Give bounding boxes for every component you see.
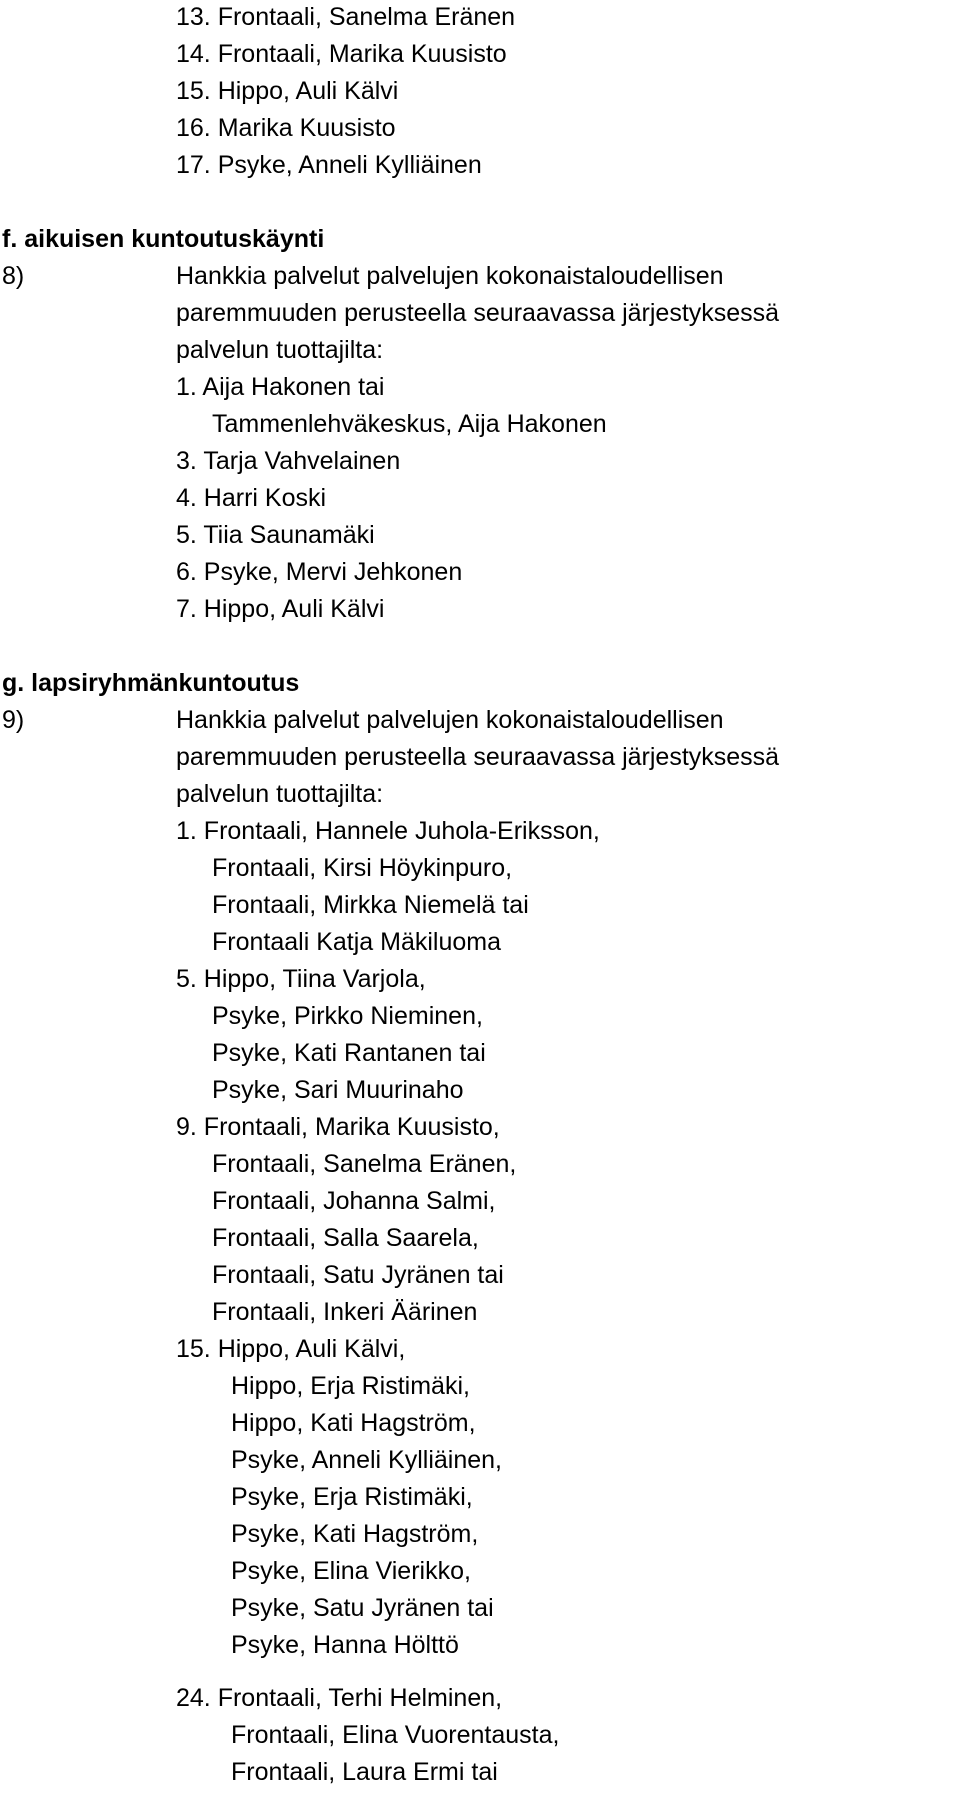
section-g-provider: Psyke, Elina Vierikko, xyxy=(231,1557,471,1585)
top-list-item: 16. Marika Kuusisto xyxy=(176,114,396,142)
section-g-provider: Psyke, Kati Hagström, xyxy=(231,1520,479,1548)
section-g-provider: Frontaali, Johanna Salmi, xyxy=(212,1187,496,1215)
section-f-provider: 3. Tarja Vahvelainen xyxy=(176,447,401,475)
section-g-text: palvelun tuottajilta: xyxy=(176,780,384,808)
section-f-item-number: 8) xyxy=(2,262,25,290)
section-g-provider: Frontaali, Sanelma Eränen, xyxy=(212,1150,517,1178)
section-f-heading: f. aikuisen kuntoutuskäynti xyxy=(2,225,325,253)
section-f-text: palvelun tuottajilta: xyxy=(176,336,384,364)
top-list-item: 13. Frontaali, Sanelma Eränen xyxy=(176,3,516,31)
top-list-item: 15. Hippo, Auli Kälvi xyxy=(176,77,399,105)
section-f-provider: 4. Harri Koski xyxy=(176,484,327,512)
section-g-provider: 15. Hippo, Auli Kälvi, xyxy=(176,1335,406,1363)
section-g-provider: 9. Frontaali, Marika Kuusisto, xyxy=(176,1113,500,1141)
section-g-provider: Frontaali, Salla Saarela, xyxy=(212,1224,479,1252)
section-f-provider: 6. Psyke, Mervi Jehkonen xyxy=(176,558,463,586)
top-list-item: 17. Psyke, Anneli Kylliäinen xyxy=(176,151,482,179)
section-f-provider: Tammenlehväkeskus, Aija Hakonen xyxy=(212,410,607,438)
section-g-provider: Frontaali, Kirsi Höykinpuro, xyxy=(212,854,513,882)
section-g-provider: Frontaali, Laura Ermi tai xyxy=(231,1758,498,1786)
section-g-heading: g. lapsiryhmänkuntoutus xyxy=(2,669,300,697)
section-f-provider: 5. Tiia Saunamäki xyxy=(176,521,375,549)
section-g-provider: Frontaali, Inkeri Äärinen xyxy=(212,1298,478,1326)
section-g-item-number: 9) xyxy=(2,706,25,734)
section-g-provider: Frontaali, Elina Vuorentausta, xyxy=(231,1721,560,1749)
section-g-text: Hankkia palvelut palvelujen kokonaistaloudellisen xyxy=(176,706,724,734)
top-list-item: 14. Frontaali, Marika Kuusisto xyxy=(176,40,507,68)
section-g-provider: Psyke, Pirkko Nieminen, xyxy=(212,1002,483,1030)
section-g-provider: Hippo, Kati Hagström, xyxy=(231,1409,476,1437)
section-f-text: Hankkia palvelut palvelujen kokonaistaloudellisen xyxy=(176,262,724,290)
section-g-provider: Hippo, Erja Ristimäki, xyxy=(231,1372,470,1400)
section-g-provider: Frontaali, Satu Jyränen tai xyxy=(212,1261,504,1289)
section-f-provider: 7. Hippo, Auli Kälvi xyxy=(176,595,385,623)
section-g-provider: 24. Frontaali, Terhi Helminen, xyxy=(176,1684,503,1712)
section-g-provider: 5. Hippo, Tiina Varjola, xyxy=(176,965,426,993)
section-g-provider: Psyke, Hanna Hölttö xyxy=(231,1631,459,1659)
section-f-provider: 1. Aija Hakonen tai xyxy=(176,373,385,401)
section-f-text: paremmuuden perusteella seuraavassa järjestyksessä xyxy=(176,299,780,327)
section-g-text: paremmuuden perusteella seuraavassa järjestyksessä xyxy=(176,743,780,771)
section-g-provider: Psyke, Sari Muurinaho xyxy=(212,1076,464,1104)
section-g-provider: Psyke, Kati Rantanen tai xyxy=(212,1039,486,1067)
section-g-provider: 1. Frontaali, Hannele Juhola-Eriksson, xyxy=(176,817,600,845)
section-g-provider: Frontaali Katja Mäkiluoma xyxy=(212,928,502,956)
section-g-provider: Psyke, Erja Ristimäki, xyxy=(231,1483,473,1511)
section-g-provider: Psyke, Satu Jyränen tai xyxy=(231,1594,494,1622)
section-g-provider: Psyke, Anneli Kylliäinen, xyxy=(231,1446,502,1474)
section-g-provider: Frontaali, Mirkka Niemelä tai xyxy=(212,891,529,919)
